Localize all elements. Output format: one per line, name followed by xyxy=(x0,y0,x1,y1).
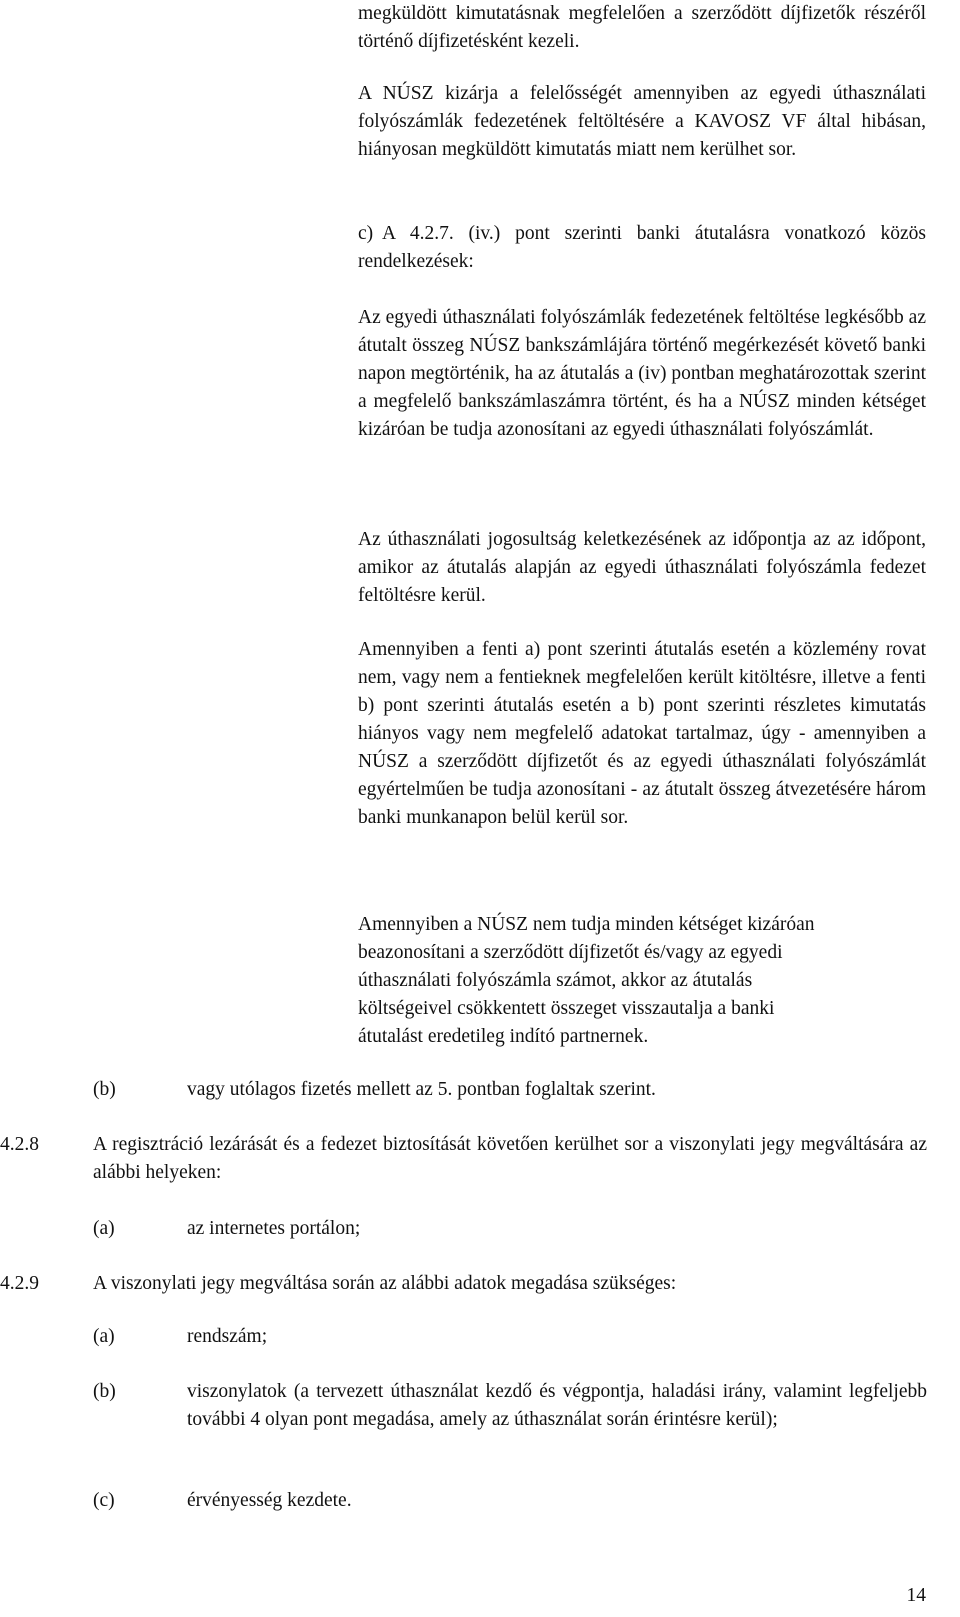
section-4-2-8-a-label: (a) xyxy=(93,1218,115,1239)
item-b-text: vagy utólagos fizetés mellett az 5. pontban foglaltak szerint. xyxy=(187,1079,656,1100)
item-c-text: A 4.2.7. (iv.) pont szerinti banki átutalásra vonatkozó közös rendelkezések: xyxy=(358,223,926,272)
paragraph-6-line: beazonosítani a szerződött díjfizetőt és/vagy az egyedi xyxy=(358,942,783,963)
paragraph-6-line: költségeivel csökkentett összeget visszautalja a banki xyxy=(358,998,775,1019)
item-b-label: (b) xyxy=(93,1079,116,1100)
paragraph-6-line: Amennyiben a NÚSZ nem tudja minden kétséget kizáróan xyxy=(358,914,815,935)
section-4-2-9-c-text: érvényesség kezdete. xyxy=(187,1490,352,1511)
paragraph-6-line: átutalást eredetileg indító partnernek. xyxy=(358,1026,649,1047)
page-number: 14 xyxy=(906,1585,926,1606)
paragraph-5: Amennyiben a fenti a) pont szerinti átutalás esetén a közlemény rovat nem, vagy nem a fentieknek megfelelően került kitöltésre, illetve a fenti b) pont szerinti átutalás esetén a b) pont szerinti részletes kimutatás hiányos vagy nem megfelelő adatokat tartalmaz, úgy - amennyiben a NÚSZ a szerződött díjfizetőt és az egyedi úthasználati folyószámlát egyértelműen be tudja azonosítani - az átutalt összeg átvezetésére három banki munkanapon belül kerül sor. xyxy=(358,639,926,828)
item-c xyxy=(358,220,926,276)
paragraph-3: Az egyedi úthasználati folyószámlák fedezetének feltöltése legkésőbb az átutalt összeg NÚSZ bankszámlájára történő megérkezését követő banki napon megtörténik, ha az átutalás a (iv) pontban meghatározottak szerint a megfelelő bankszámlaszámra történt, és ha a NÚSZ minden kétséget kizáróan be tudja azonosítani az egyedi úthasználati folyószámlát. xyxy=(358,307,926,440)
paragraph-4: Az úthasználati jogosultság keletkezésének az időpontja az az időpont, amikor az átutalás alapján az egyedi úthasználati folyószámla fedezet feltöltésre kerül. xyxy=(358,529,926,606)
section-4-2-9-b-label: (b) xyxy=(93,1381,116,1402)
section-4-2-9-a-text: rendszám; xyxy=(187,1326,268,1347)
section-4-2-9-b-text: viszonylatok (a tervezett úthasználat kezdő és végpontja, haladási irány, valamint legfeljebb további 4 olyan pont megadása, amely az úthasználat során érintésre kerül); xyxy=(187,1381,927,1430)
paragraph-2: A NÚSZ kizárja a felelősségét amennyiben az egyedi úthasználati folyószámlák fedezetének feltöltésére a KAVOSZ VF által hibásan, hiányosan megküldött kimutatás miatt nem kerülhet sor. xyxy=(358,83,926,160)
paragraph-6 xyxy=(358,911,926,1051)
paragraph-1: megküldött kimutatásnak megfelelően a szerződött díjfizetők részéről történő díjfizetésként kezeli. xyxy=(358,3,926,52)
section-4-2-9-a-label: (a) xyxy=(93,1326,115,1347)
section-4-2-8-text: A regisztráció lezárását és a fedezet biztosítását követően kerülhet sor a viszonylati jegy megváltására az alábbi helyeken: xyxy=(93,1134,927,1183)
paragraph-6-line: úthasználati folyószámla számot, akkor az átutalás xyxy=(358,970,753,991)
section-4-2-9-text: A viszonylati jegy megváltása során az alábbi adatok megadása szükséges: xyxy=(93,1273,677,1294)
section-4-2-9-c-label: (c) xyxy=(93,1490,115,1511)
section-4-2-8-number: 4.2.8 xyxy=(0,1134,39,1155)
section-4-2-8-a-text: az internetes portálon; xyxy=(187,1218,361,1239)
item-c-label: c) xyxy=(358,223,374,244)
section-4-2-9-number: 4.2.9 xyxy=(0,1273,39,1294)
